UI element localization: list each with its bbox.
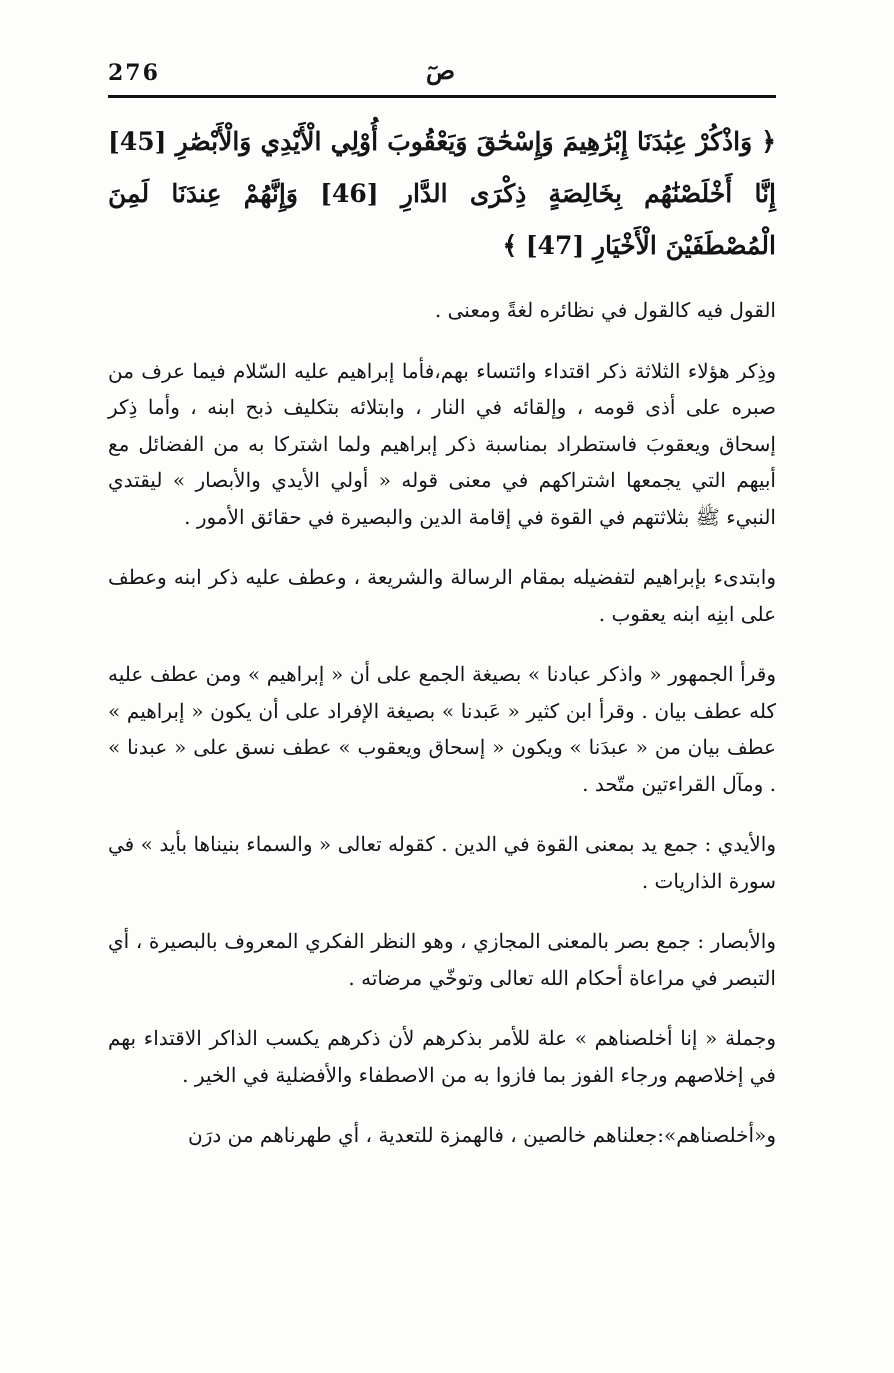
surah-name: صٓ bbox=[426, 56, 456, 85]
paragraph-4: وقرأ الجمهور « واذكر عبادنا » بصيغة الجمع على أن « إبراهيم » ومن عطف عليه كله عطف بيان . وقرأ ابن كثير « عَبدنا » بصيغة الإفراد على أن يكون « إبراهيم » عطف بيان من « عبدَنا » ويكون « إسحاق ويعقوب » عطف نسق على « عبدنا » . ومآل القراءتين متّحد . bbox=[108, 662, 776, 796]
page-header bbox=[108, 56, 776, 96]
paragraph-2: وذِكر هؤلاء الثلاثة ذكر اقتداء وائتساء بهم،فأما إبراهيم عليه السّلام فيما عرف من صبره على أذى قومه ، وإلقائه في النار ، وابتلائه بتكليف ذبح ابنه ، وأما ذِكر إسحاق ويعقوبَ فاستطراد بمناسبة ذكر إبراهيم ولما اشتركا به من الفضائل مع أبيهم التي يجمعها اشتراكهم في معنى قوله « أولي الأيدي والأبصار » ليقتدي النبيء ﷺ بثلاثتهم في القوة في إقامة الدين والبصيرة في حقائق الأمور . bbox=[108, 358, 776, 529]
paragraph-7: وجملة « إنا أخلصناهم » علة للأمر بذكرهم لأن ذكرهم يكسب الذاكر الاقتداء بهم في إخلاصهم ورجاء الفوز بما فازوا به من الاصطفاء والأفضلية في الخير . bbox=[108, 1026, 776, 1087]
paragraph-6: والأبصار : جمع بصر بالمعنى المجازي ، وهو النظر الفكري المعروف بالبصيرة ، أي التبصر في مراعاة أحكام الله تعالى وتوخّي مرضاته . bbox=[108, 929, 776, 990]
page-number: 276 bbox=[108, 60, 160, 86]
header-rule bbox=[108, 95, 776, 98]
paragraph-1: القول فيه كالقول في نظائره لغةً ومعنى . bbox=[434, 298, 776, 322]
paragraph-3: وابتدىء بإبراهيم لتفضيله بمقام الرسالة والشريعة ، وعطف عليه ذكر ابنه وعطف على ابنِه ابنه يعقوب . bbox=[108, 565, 776, 626]
page-content bbox=[108, 116, 776, 1178]
paragraph-8: و«أخلصناهم»:جعلناهم خالصين ، فالهمزة للتعدية ، أي طهرناهم من درَن bbox=[188, 1123, 776, 1147]
quran-verse: ﴿ وَاذْكُرْ عِبَٰدَنَا إِبْرَٰهِيمَ وَإِسْحَٰقَ وَيَعْقُوبَ أُوْلِي الْأَيْدِي وَالْأَبْصَٰرِ [45] إِنَّا أَخْلَصْنَٰهُم بِخَالِصَةٍ ذِكْرَى الدَّارِ [46] وَإِنَّهُمْ عِندَنَا لَمِنَ الْمُصْطَفَيْنَ الْأَخْيَارِ [47] ﴾ bbox=[108, 127, 776, 260]
paragraph-5: والأيدي : جمع يد بمعنى القوة في الدين . كقوله تعالى « والسماء بنيناها بأيد » في سورة الذاريات . bbox=[108, 832, 776, 893]
